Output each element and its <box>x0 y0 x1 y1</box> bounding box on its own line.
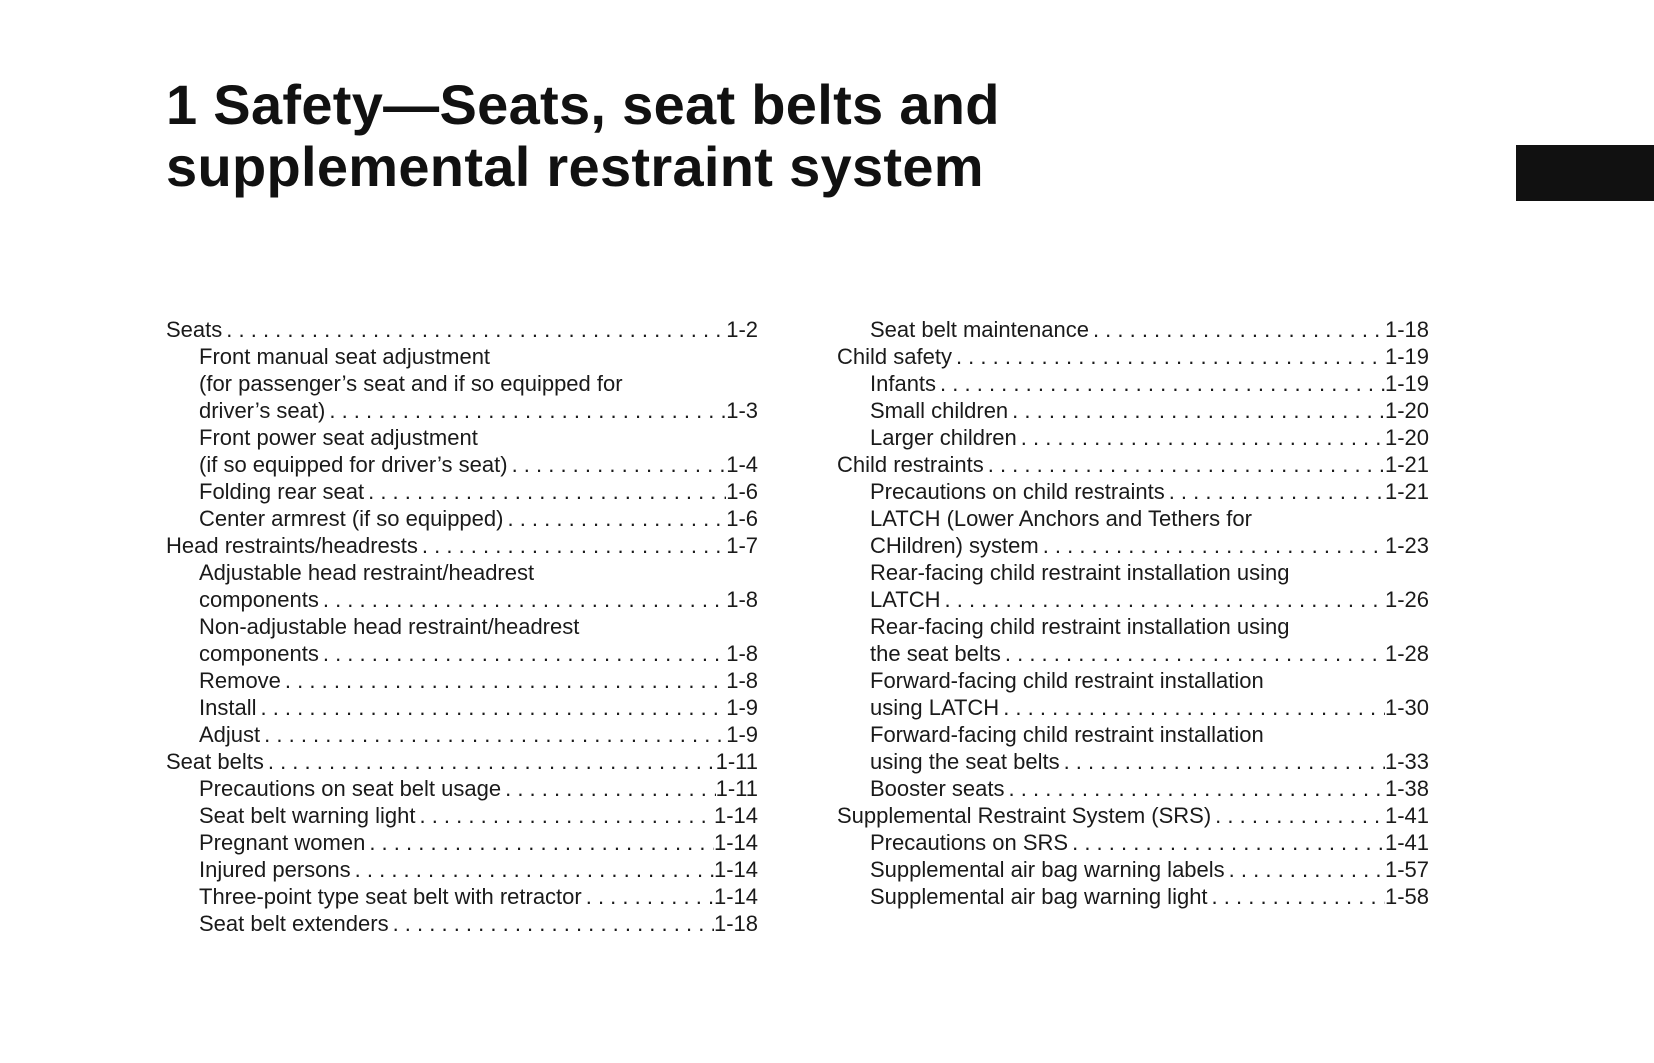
toc-column-left <box>166 316 758 937</box>
toc-subsection-entry[interactable] <box>166 721 758 748</box>
toc-page-number: 1-11 <box>715 749 758 774</box>
dot-leader <box>351 856 714 883</box>
dot-leader <box>325 397 726 424</box>
toc-entry-line <box>199 883 758 910</box>
toc-entry-line <box>870 748 1429 775</box>
dot-leader <box>999 694 1385 721</box>
toc-subsection-entry[interactable] <box>166 613 758 667</box>
toc-entry-line <box>870 640 1429 667</box>
toc-entry-text: Rear-facing child restraint installation using <box>870 560 1290 585</box>
toc-subsection-entry[interactable] <box>166 343 758 424</box>
toc-entry-label: Head restraints/headrests <box>166 533 418 558</box>
toc-subsection-entry[interactable] <box>166 505 758 532</box>
toc-subsection-entry[interactable] <box>166 910 758 937</box>
toc-page-number: 1-20 <box>1384 425 1429 450</box>
toc-entry-line <box>199 451 758 478</box>
toc-entry-line <box>199 721 758 748</box>
toc-entry-label: Center armrest (if so equipped) <box>199 506 504 531</box>
toc-entry-label: LATCH <box>870 587 941 612</box>
toc-subsection-entry[interactable] <box>166 775 758 802</box>
dot-leader <box>508 451 727 478</box>
toc-page-number: 1-19 <box>1384 344 1429 369</box>
toc-entry-label: Precautions on child restraints <box>870 479 1165 504</box>
toc-section-entry[interactable] <box>837 343 1429 370</box>
toc-entry-line <box>870 424 1429 451</box>
toc-entry-label: Infants <box>870 371 937 396</box>
toc-entry-label: Supplemental air bag warning labels <box>870 857 1225 882</box>
toc-entry-line <box>166 532 758 559</box>
toc-entry-label: Three-point type seat belt with retractor <box>199 884 582 909</box>
toc-entry-line <box>870 883 1429 910</box>
toc-page-number: 1-23 <box>1384 533 1429 558</box>
toc-entry-text: Front power seat adjustment <box>199 425 478 450</box>
toc-entry-label: driver’s seat) <box>199 398 326 423</box>
toc-page-number: 1-6 <box>726 479 758 504</box>
toc-entry-text: Forward-facing child restraint installation <box>870 722 1264 747</box>
toc-page-number: 1-7 <box>726 533 758 558</box>
toc-entry-line <box>199 640 758 667</box>
toc-entry-line <box>870 370 1429 397</box>
toc-subsection-entry[interactable] <box>837 370 1429 397</box>
dot-leader <box>222 316 726 343</box>
toc-subsection-entry[interactable] <box>837 424 1429 451</box>
dot-leader <box>264 748 716 775</box>
toc-entry-label: Folding rear seat <box>199 479 365 504</box>
dot-leader <box>1068 829 1385 856</box>
toc-entry-line <box>199 856 758 883</box>
toc-page-number: 1-3 <box>726 398 758 423</box>
dot-leader <box>319 640 726 667</box>
toc-page-number: 1-30 <box>1384 695 1429 720</box>
toc-entry-label: CHildren) system <box>870 533 1039 558</box>
toc-subsection-entry[interactable] <box>166 667 758 694</box>
toc-section-entry[interactable] <box>837 451 1429 478</box>
toc-page-number: 1-8 <box>726 587 758 612</box>
toc-entry-text: Forward-facing child restraint installation <box>870 668 1264 693</box>
dot-leader <box>1060 748 1385 775</box>
toc-entry-line <box>199 505 758 532</box>
toc-entry-line <box>199 586 758 613</box>
toc-entry-label: Seat belt warning light <box>199 803 416 828</box>
toc-entry-label: components <box>199 641 319 666</box>
toc-page-number: 1-26 <box>1384 587 1429 612</box>
toc-entry-label: Supplemental air bag warning light <box>870 884 1208 909</box>
dot-leader <box>415 802 713 829</box>
chapter-title-line-2: supplemental restraint system <box>166 135 984 198</box>
toc-column-right <box>837 316 1429 910</box>
toc-entry-line <box>199 829 758 856</box>
toc-entry-label: Injured persons <box>199 857 351 882</box>
dot-leader <box>582 883 714 910</box>
toc-entry-label: Precautions on SRS <box>870 830 1069 855</box>
toc-entry-line <box>837 451 1429 478</box>
toc-page-number: 1-38 <box>1384 776 1429 801</box>
toc-page-number: 1-41 <box>1384 830 1429 855</box>
toc-page-number: 1-14 <box>713 803 758 828</box>
toc-entry-line <box>870 829 1429 856</box>
toc-section-entry[interactable] <box>166 532 758 559</box>
toc-entry-label: Booster seats <box>870 776 1005 801</box>
toc-page-number: 1-33 <box>1384 749 1429 774</box>
toc-entry-line <box>870 856 1429 883</box>
toc-subsection-entry[interactable] <box>166 478 758 505</box>
toc-subsection-entry[interactable] <box>837 478 1429 505</box>
toc-page-number: 1-18 <box>713 911 758 936</box>
dot-leader <box>952 343 1385 370</box>
toc-page-number: 1-8 <box>726 668 758 693</box>
toc-page-number: 1-58 <box>1384 884 1429 909</box>
toc-page-number: 1-14 <box>713 884 758 909</box>
toc-entry-label: components <box>199 587 319 612</box>
dot-leader <box>1165 478 1385 505</box>
toc-section-entry[interactable] <box>837 802 1429 829</box>
dot-leader <box>1017 424 1385 451</box>
toc-entry-line <box>199 802 758 829</box>
dot-leader <box>364 478 726 505</box>
toc-subsection-entry[interactable] <box>166 802 758 829</box>
toc-entry-line <box>837 802 1429 829</box>
toc-entry-text: Non-adjustable head restraint/headrest <box>199 614 580 639</box>
toc-entry-label: Larger children <box>870 425 1017 450</box>
toc-entry-line <box>199 667 758 694</box>
toc-page-number: 1-14 <box>713 830 758 855</box>
toc-page-number: 1-14 <box>713 857 758 882</box>
toc-entry-line <box>870 532 1429 559</box>
toc-entry-line <box>870 478 1429 505</box>
toc-entry-label: Small children <box>870 398 1009 423</box>
toc-entry-line <box>166 748 758 775</box>
toc-subsection-entry[interactable] <box>166 694 758 721</box>
chapter-title-line-1: 1 Safety—Seats, seat belts and <box>166 73 1000 136</box>
toc-subsection-entry[interactable] <box>837 613 1429 667</box>
toc-entry-label: Adjust <box>199 722 261 747</box>
toc-entry-text: LATCH (Lower Anchors and Tethers for <box>870 506 1252 531</box>
toc-entry-line <box>870 316 1429 343</box>
dot-leader <box>1008 397 1385 424</box>
toc-entry-label: the seat belts <box>870 641 1001 666</box>
toc-entry-label: Install <box>199 695 257 720</box>
toc-page-number: 1-21 <box>1384 479 1429 504</box>
toc-entry-text: (for passenger’s seat and if so equipped for <box>199 371 623 396</box>
toc-entry-line <box>870 694 1429 721</box>
toc-entry-line <box>837 343 1429 370</box>
toc-entry-line <box>870 775 1429 802</box>
toc-entry-label: Remove <box>199 668 281 693</box>
toc-entry-label: Child restraints <box>837 452 984 477</box>
chapter-title <box>166 74 1000 198</box>
toc-subsection-entry[interactable] <box>166 856 758 883</box>
toc-page-number: 1-21 <box>1384 452 1429 477</box>
toc-entry-label: (if so equipped for driver’s seat) <box>199 452 508 477</box>
dot-leader <box>389 910 714 937</box>
toc-page-number: 1-57 <box>1384 857 1429 882</box>
toc-section-entry[interactable] <box>166 748 758 775</box>
toc-entry-line <box>199 397 758 424</box>
toc-entry-label: Seat belts <box>166 749 264 774</box>
dot-leader <box>1208 883 1385 910</box>
toc-entry-text: Front manual seat adjustment <box>199 344 491 369</box>
toc-subsection-entry[interactable] <box>837 856 1429 883</box>
dot-leader <box>319 586 726 613</box>
dot-leader <box>501 775 716 802</box>
toc-entry-label: using the seat belts <box>870 749 1060 774</box>
toc-subsection-entry[interactable] <box>837 505 1429 559</box>
toc-page-number: 1-11 <box>715 776 758 801</box>
dot-leader <box>418 532 726 559</box>
toc-entry-line <box>199 910 758 937</box>
dot-leader <box>260 721 726 748</box>
toc-entry-text: Rear-facing child restraint installation using <box>870 614 1290 639</box>
toc-subsection-entry[interactable] <box>837 559 1429 613</box>
toc-entry-label: Seat belt extenders <box>199 911 389 936</box>
toc-page-number: 1-28 <box>1384 641 1429 666</box>
toc-entry-text: Adjustable head restraint/headrest <box>199 560 535 585</box>
toc-entry-label: Seats <box>166 317 223 342</box>
toc-entry-line <box>199 694 758 721</box>
dot-leader <box>941 586 1385 613</box>
toc-page-number: 1-4 <box>726 452 758 477</box>
toc-entry-line <box>870 397 1429 424</box>
toc-page-number: 1-9 <box>726 722 758 747</box>
toc-entry-line <box>199 478 758 505</box>
toc-subsection-entry[interactable] <box>837 775 1429 802</box>
toc-page-number: 1-19 <box>1384 371 1429 396</box>
toc-subsection-entry[interactable] <box>837 667 1429 721</box>
toc-subsection-entry[interactable] <box>837 721 1429 775</box>
toc-page-number: 1-18 <box>1384 317 1429 342</box>
toc-entry-label: Precautions on seat belt usage <box>199 776 502 801</box>
toc-entry-line <box>166 316 758 343</box>
toc-entry-line <box>870 586 1429 613</box>
dot-leader <box>256 694 726 721</box>
toc-entry-label: Child safety <box>837 344 952 369</box>
dot-leader <box>281 667 726 694</box>
toc-page-number: 1-41 <box>1384 803 1429 828</box>
toc-subsection-entry[interactable] <box>166 883 758 910</box>
dot-leader <box>1211 802 1385 829</box>
toc-subsection-entry[interactable] <box>166 424 758 478</box>
toc-subsection-entry[interactable] <box>166 559 758 613</box>
toc-subsection-entry[interactable] <box>166 829 758 856</box>
toc-entry-label: Seat belt maintenance <box>870 317 1089 342</box>
dot-leader <box>1039 532 1385 559</box>
dot-leader <box>1005 775 1385 802</box>
toc-subsection-entry[interactable] <box>837 883 1429 910</box>
dot-leader <box>936 370 1385 397</box>
dot-leader <box>365 829 714 856</box>
dot-leader <box>1089 316 1385 343</box>
toc-entry-label: using LATCH <box>870 695 1000 720</box>
toc-entry-line <box>199 775 758 802</box>
dot-leader <box>1001 640 1385 667</box>
chapter-tab-marker <box>1516 145 1654 201</box>
toc-section-entry[interactable] <box>166 316 758 343</box>
toc-page-number: 1-9 <box>726 695 758 720</box>
toc-entry-label: Pregnant women <box>199 830 366 855</box>
toc-subsection-entry[interactable] <box>837 397 1429 424</box>
toc-page-number: 1-2 <box>726 317 758 342</box>
toc-page-number: 1-20 <box>1384 398 1429 423</box>
dot-leader <box>1225 856 1385 883</box>
dot-leader <box>503 505 726 532</box>
toc-page-number: 1-6 <box>726 506 758 531</box>
toc-subsection-entry[interactable] <box>837 316 1429 343</box>
dot-leader <box>984 451 1385 478</box>
toc-subsection-entry[interactable] <box>837 829 1429 856</box>
toc-entry-label: Supplemental Restraint System (SRS) <box>837 803 1212 828</box>
toc-page-number: 1-8 <box>726 641 758 666</box>
